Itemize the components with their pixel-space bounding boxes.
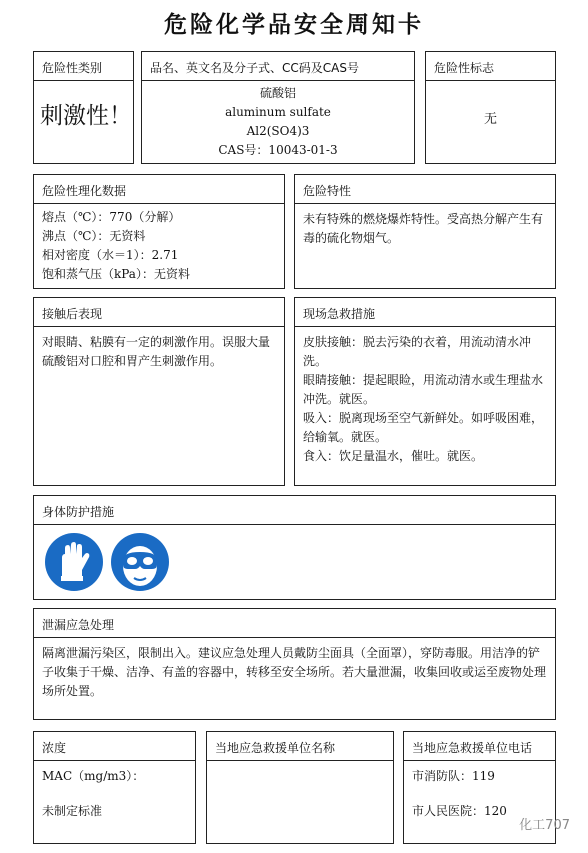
physchem-line: 相对密度（水＝1）：2.71: [42, 248, 179, 262]
exposure-box: [33, 297, 285, 486]
local-phone-header: 当地应急救援单位电话: [404, 732, 555, 761]
hazard-sign-value: 无: [483, 112, 497, 127]
physchem-box: [33, 174, 285, 289]
hospital-phone: 市人民医院：120: [412, 804, 507, 818]
physchem-line: 沸点（℃）：无资料: [42, 229, 146, 243]
name-en: aluminum sulfate: [225, 105, 331, 119]
hazard-sign-header: 危险性标志: [426, 52, 555, 81]
identity-header: 品名、英文名及分子式、CC码及CAS号: [142, 52, 414, 81]
local-unit-header: 当地应急救援单位名称: [207, 732, 393, 761]
first-aid-line: 食入：饮足量温水，催吐。就医。: [303, 449, 484, 463]
fire-phone: 市消防队：119: [412, 769, 495, 783]
physchem-line: 饱和蒸气压（kPa）：无资料: [42, 267, 190, 281]
leak-header: 泄漏应急处理: [34, 609, 555, 638]
protection-header: 身体防护措施: [34, 496, 555, 525]
exposure-header: 接触后表现: [34, 298, 284, 327]
local-unit-box: [206, 731, 394, 844]
first-aid-box: [294, 297, 556, 486]
concentration-box: [33, 731, 196, 844]
hazard-category-box: [33, 51, 134, 164]
watermark: 化工707: [519, 818, 570, 833]
protection-box: [33, 495, 556, 600]
goggles-icon: [110, 532, 170, 592]
concentration-header: 浓度: [34, 732, 195, 761]
mac-label: MAC（mg/m3）：: [42, 769, 145, 783]
hazard-props-text: 未有特殊的燃烧爆炸特性。受高热分解产生有毒的硫化物烟气。: [303, 212, 544, 245]
exposure-text: 对眼睛、粘膜有一定的刺激作用。误服大量硫酸铝对口腔和胃产生刺激作用。: [42, 335, 271, 368]
mac-value: 未制定标准: [42, 804, 103, 818]
identity-box: [141, 51, 415, 164]
first-aid-line: 皮肤接触：脱去污染的衣着，用流动清水冲洗。: [303, 335, 532, 368]
leak-text: 隔离泄漏污染区，限制出入。建议应急处理人员戴防尘面具（全面罩），穿防毒服。用洁净的铲子收集于干燥、洁净、有盖的容器中，转移至安全场所。若大量泄漏，收集回收或运至废物处理场所处置。: [42, 646, 547, 698]
gloves-icon: [44, 532, 104, 592]
hazard-props-header: 危险特性: [295, 175, 555, 204]
leak-box: [33, 608, 556, 720]
name-cn: 硫酸铝: [259, 86, 296, 100]
card-title: 危险化学品安全周知卡: [164, 12, 424, 38]
first-aid-line: 吸入：脱离现场至空气新鲜处。如呼吸困难，给输氧。就医。: [303, 411, 544, 444]
hazard-category-value: 刺激性！: [40, 103, 132, 129]
hazard-props-box: [294, 174, 556, 289]
first-aid-line: 眼睛接触：提起眼睑，用流动清水或生理盐水冲洗。就医。: [303, 373, 544, 406]
physchem-line: 熔点（℃）：770（分解）: [42, 210, 181, 224]
hazard-category-header: 危险性类别: [34, 52, 133, 81]
cas-number: CAS号：10043-01-3: [218, 143, 338, 157]
physchem-header: 危险性理化数据: [34, 175, 284, 204]
hazard-sign-box: [425, 51, 556, 164]
formula: Al2(SO4)3: [246, 124, 310, 138]
first-aid-header: 现场急救措施: [295, 298, 555, 327]
